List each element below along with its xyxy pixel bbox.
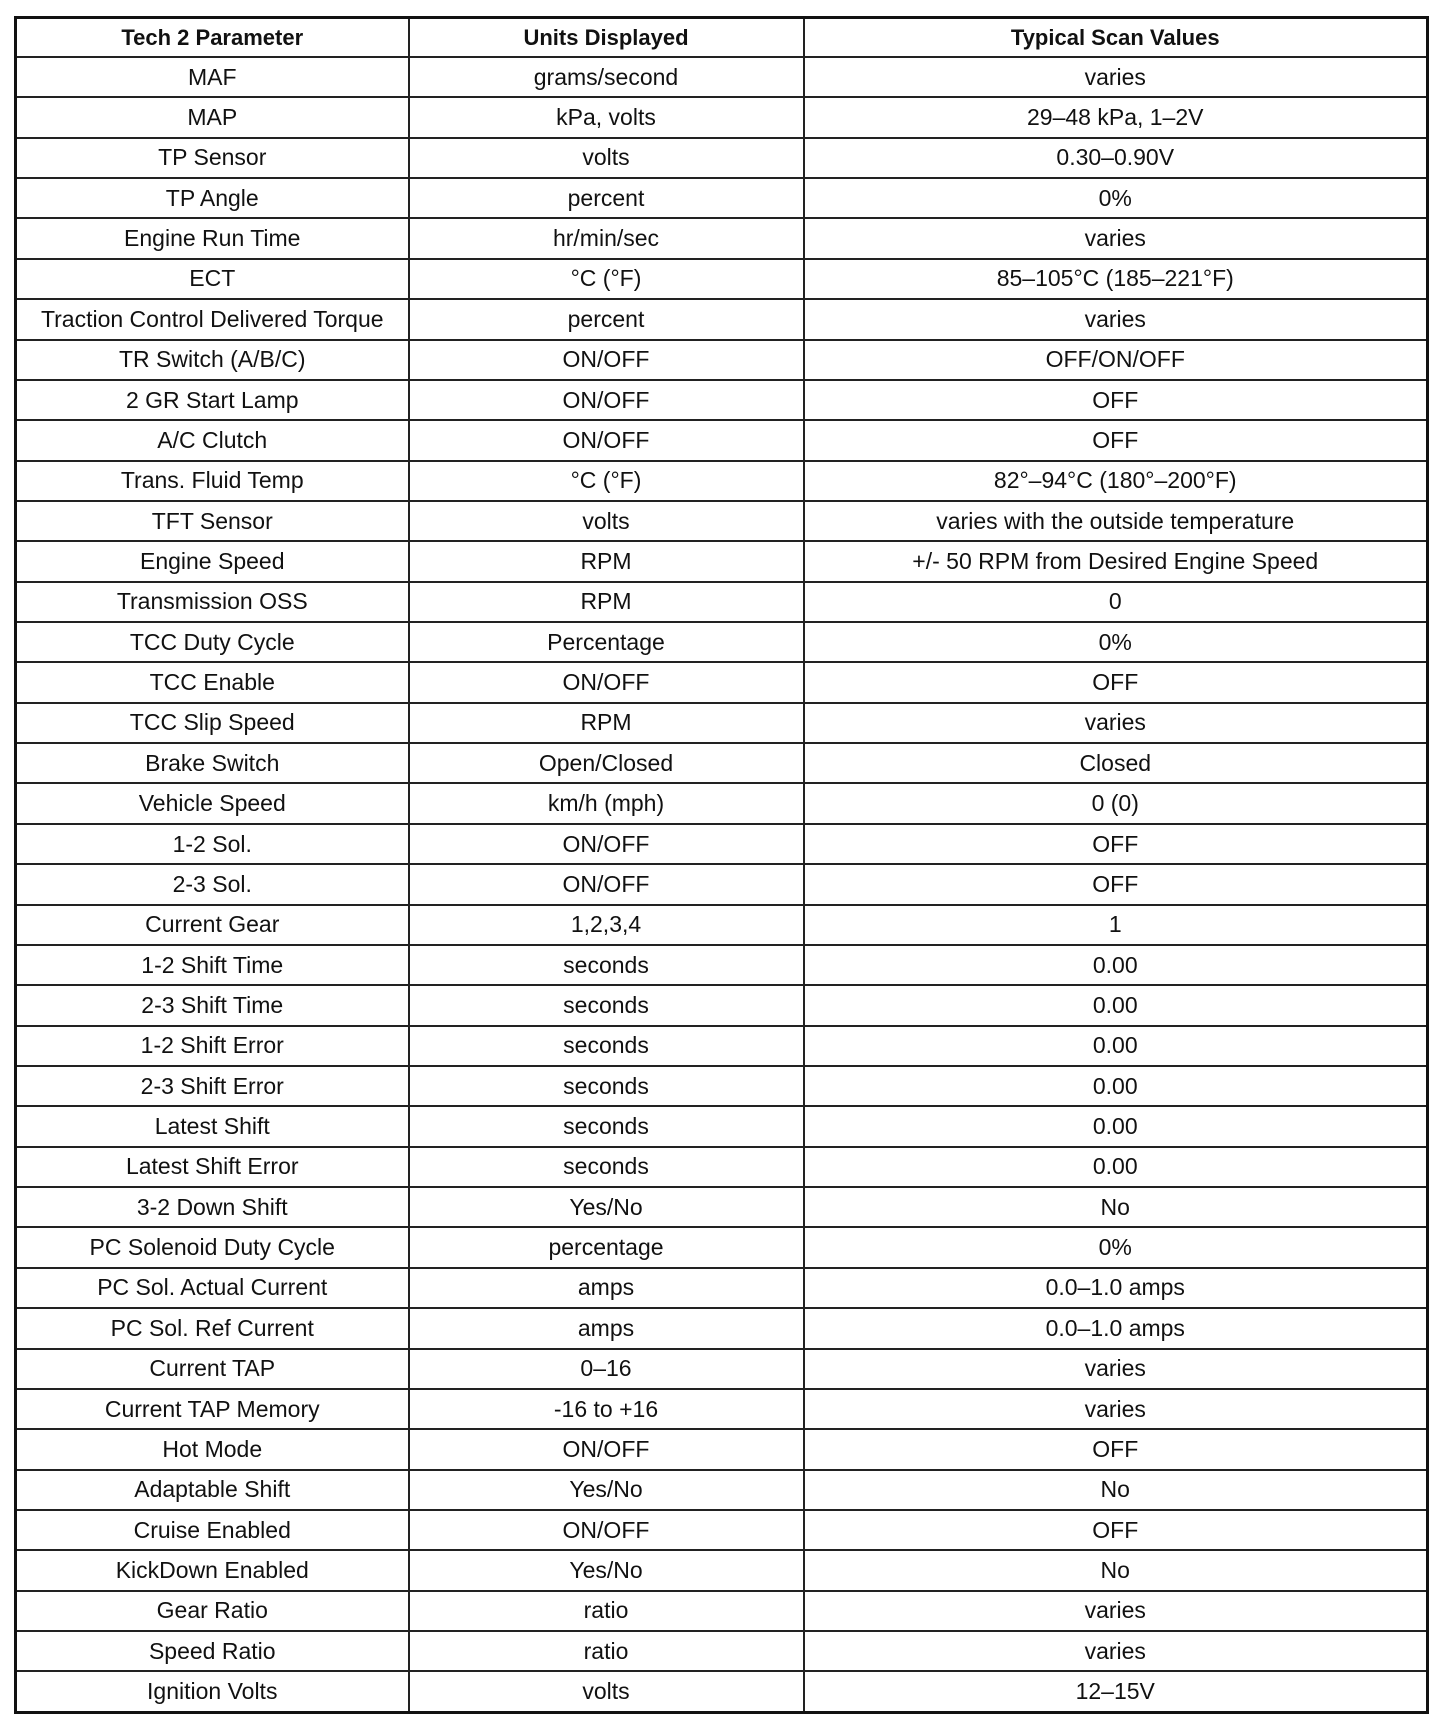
cell-units: kPa, volts [409, 97, 804, 137]
cell-parameter: ECT [16, 259, 409, 299]
cell-typical-value: OFF [804, 824, 1428, 864]
cell-typical-value: OFF/ON/OFF [804, 340, 1428, 380]
cell-typical-value: 0.0–1.0 amps [804, 1268, 1428, 1308]
cell-parameter: TFT Sensor [16, 501, 409, 541]
table-row [16, 985, 1428, 1025]
table-row [16, 461, 1428, 501]
cell-typical-value: 0 (0) [804, 783, 1428, 823]
table-row [16, 622, 1428, 662]
cell-units: ON/OFF [409, 662, 804, 702]
cell-units: ON/OFF [409, 380, 804, 420]
cell-parameter: 1-2 Shift Error [16, 1026, 409, 1066]
header-row [16, 18, 1428, 58]
cell-units: volts [409, 138, 804, 178]
cell-units: Yes/No [409, 1470, 804, 1510]
cell-parameter: Cruise Enabled [16, 1510, 409, 1550]
cell-parameter: TCC Enable [16, 662, 409, 702]
cell-units: grams/second [409, 57, 804, 97]
cell-units: volts [409, 501, 804, 541]
cell-units: volts [409, 1671, 804, 1712]
table-row [16, 380, 1428, 420]
cell-parameter: Engine Speed [16, 541, 409, 581]
cell-units: seconds [409, 1026, 804, 1066]
table-header [16, 18, 1428, 58]
table-row [16, 1147, 1428, 1187]
cell-units: percent [409, 178, 804, 218]
table-row [16, 1308, 1428, 1348]
cell-typical-value: 85–105°C (185–221°F) [804, 259, 1428, 299]
cell-parameter: TP Angle [16, 178, 409, 218]
table-row [16, 259, 1428, 299]
cell-typical-value: 82°–94°C (180°–200°F) [804, 461, 1428, 501]
cell-units: seconds [409, 985, 804, 1025]
table-row [16, 1671, 1428, 1712]
cell-units: seconds [409, 945, 804, 985]
cell-parameter: Current TAP [16, 1349, 409, 1389]
cell-typical-value: varies with the outside temperature [804, 501, 1428, 541]
table-row [16, 1349, 1428, 1389]
table-row [16, 1227, 1428, 1267]
cell-typical-value: OFF [804, 1429, 1428, 1469]
cell-parameter: Latest Shift [16, 1106, 409, 1146]
cell-parameter: Current Gear [16, 905, 409, 945]
cell-units: Percentage [409, 622, 804, 662]
cell-parameter: TR Switch (A/B/C) [16, 340, 409, 380]
cell-units: ON/OFF [409, 824, 804, 864]
cell-parameter: Traction Control Delivered Torque [16, 299, 409, 339]
cell-parameter: Current TAP Memory [16, 1389, 409, 1429]
cell-typical-value: OFF [804, 662, 1428, 702]
table-row [16, 541, 1428, 581]
table-row [16, 905, 1428, 945]
table-row [16, 97, 1428, 137]
cell-units: RPM [409, 582, 804, 622]
cell-parameter: Gear Ratio [16, 1591, 409, 1631]
cell-parameter: Speed Ratio [16, 1631, 409, 1671]
table-row [16, 1066, 1428, 1106]
cell-parameter: 3-2 Down Shift [16, 1187, 409, 1227]
table-row [16, 218, 1428, 258]
header-typical-values: Typical Scan Values [804, 18, 1428, 58]
cell-units: percent [409, 299, 804, 339]
cell-typical-value: 1 [804, 905, 1428, 945]
table-row [16, 582, 1428, 622]
cell-typical-value: 0.00 [804, 985, 1428, 1025]
table-row [16, 1429, 1428, 1469]
cell-units: Yes/No [409, 1550, 804, 1590]
table-row [16, 1631, 1428, 1671]
cell-typical-value: No [804, 1550, 1428, 1590]
cell-typical-value: 12–15V [804, 1671, 1428, 1712]
cell-typical-value: varies [804, 1389, 1428, 1429]
cell-units: RPM [409, 703, 804, 743]
cell-typical-value: varies [804, 218, 1428, 258]
cell-units: Open/Closed [409, 743, 804, 783]
cell-parameter: Trans. Fluid Temp [16, 461, 409, 501]
table-row [16, 1106, 1428, 1146]
cell-parameter: 1-2 Shift Time [16, 945, 409, 985]
cell-units: RPM [409, 541, 804, 581]
cell-parameter: PC Sol. Actual Current [16, 1268, 409, 1308]
cell-parameter: Latest Shift Error [16, 1147, 409, 1187]
cell-parameter: PC Solenoid Duty Cycle [16, 1227, 409, 1267]
cell-typical-value: 29–48 kPa, 1–2V [804, 97, 1428, 137]
cell-parameter: KickDown Enabled [16, 1550, 409, 1590]
table-row [16, 1187, 1428, 1227]
table-row [16, 178, 1428, 218]
cell-units: seconds [409, 1147, 804, 1187]
table-row [16, 1026, 1428, 1066]
cell-parameter: A/C Clutch [16, 420, 409, 460]
table-row [16, 864, 1428, 904]
cell-typical-value: varies [804, 57, 1428, 97]
cell-parameter: TCC Slip Speed [16, 703, 409, 743]
cell-units: ON/OFF [409, 340, 804, 380]
cell-typical-value: OFF [804, 420, 1428, 460]
cell-parameter: Engine Run Time [16, 218, 409, 258]
table-row [16, 1591, 1428, 1631]
table-row [16, 57, 1428, 97]
cell-units: 1,2,3,4 [409, 905, 804, 945]
table-row [16, 1470, 1428, 1510]
cell-typical-value: 0.0–1.0 amps [804, 1308, 1428, 1348]
table-row [16, 662, 1428, 702]
cell-parameter: 2 GR Start Lamp [16, 380, 409, 420]
cell-parameter: PC Sol. Ref Current [16, 1308, 409, 1348]
cell-parameter: Brake Switch [16, 743, 409, 783]
cell-typical-value: varies [804, 1631, 1428, 1671]
cell-parameter: 1-2 Sol. [16, 824, 409, 864]
cell-parameter: TP Sensor [16, 138, 409, 178]
table-row [16, 703, 1428, 743]
cell-typical-value: OFF [804, 380, 1428, 420]
cell-typical-value: +/- 50 RPM from Desired Engine Speed [804, 541, 1428, 581]
cell-typical-value: 0.00 [804, 945, 1428, 985]
cell-units: Yes/No [409, 1187, 804, 1227]
table-body [16, 57, 1428, 1713]
scan-values-table [14, 16, 1429, 1714]
cell-parameter: Adaptable Shift [16, 1470, 409, 1510]
cell-parameter: MAF [16, 57, 409, 97]
table-row [16, 945, 1428, 985]
table-row [16, 501, 1428, 541]
cell-units: km/h (mph) [409, 783, 804, 823]
cell-parameter: Hot Mode [16, 1429, 409, 1469]
cell-units: ratio [409, 1591, 804, 1631]
cell-units: ON/OFF [409, 420, 804, 460]
cell-typical-value: 0% [804, 622, 1428, 662]
cell-typical-value: 0.00 [804, 1026, 1428, 1066]
cell-typical-value: 0.30–0.90V [804, 138, 1428, 178]
table-row [16, 743, 1428, 783]
header-parameter: Tech 2 Parameter [16, 18, 409, 58]
cell-typical-value: varies [804, 1591, 1428, 1631]
table-row [16, 1550, 1428, 1590]
table-row [16, 1389, 1428, 1429]
cell-units: ON/OFF [409, 1510, 804, 1550]
cell-parameter: MAP [16, 97, 409, 137]
cell-units: 0–16 [409, 1349, 804, 1389]
cell-parameter: TCC Duty Cycle [16, 622, 409, 662]
cell-parameter: Vehicle Speed [16, 783, 409, 823]
cell-units: amps [409, 1268, 804, 1308]
cell-parameter: 2-3 Sol. [16, 864, 409, 904]
cell-units: ON/OFF [409, 1429, 804, 1469]
cell-typical-value: 0 [804, 582, 1428, 622]
cell-units: ratio [409, 1631, 804, 1671]
cell-parameter: Transmission OSS [16, 582, 409, 622]
table-row [16, 1510, 1428, 1550]
cell-typical-value: 0.00 [804, 1147, 1428, 1187]
cell-units: ON/OFF [409, 864, 804, 904]
cell-parameter: 2-3 Shift Error [16, 1066, 409, 1106]
cell-typical-value: No [804, 1187, 1428, 1227]
cell-typical-value: 0% [804, 1227, 1428, 1267]
cell-units: -16 to +16 [409, 1389, 804, 1429]
table-row [16, 138, 1428, 178]
cell-units: seconds [409, 1106, 804, 1146]
table-row [16, 824, 1428, 864]
cell-typical-value: OFF [804, 1510, 1428, 1550]
cell-units: hr/min/sec [409, 218, 804, 258]
cell-typical-value: 0% [804, 178, 1428, 218]
cell-typical-value: varies [804, 299, 1428, 339]
cell-typical-value: 0.00 [804, 1106, 1428, 1146]
cell-typical-value: varies [804, 1349, 1428, 1389]
table-row [16, 299, 1428, 339]
table-row [16, 340, 1428, 380]
table-row [16, 1268, 1428, 1308]
cell-units: percentage [409, 1227, 804, 1267]
cell-units: seconds [409, 1066, 804, 1106]
cell-units: amps [409, 1308, 804, 1348]
cell-typical-value: 0.00 [804, 1066, 1428, 1106]
header-units: Units Displayed [409, 18, 804, 58]
cell-parameter: Ignition Volts [16, 1671, 409, 1712]
cell-units: °C (°F) [409, 259, 804, 299]
table-row [16, 783, 1428, 823]
cell-units: °C (°F) [409, 461, 804, 501]
cell-typical-value: Closed [804, 743, 1428, 783]
cell-typical-value: varies [804, 703, 1428, 743]
cell-typical-value: No [804, 1470, 1428, 1510]
cell-parameter: 2-3 Shift Time [16, 985, 409, 1025]
cell-typical-value: OFF [804, 864, 1428, 904]
table-row [16, 420, 1428, 460]
